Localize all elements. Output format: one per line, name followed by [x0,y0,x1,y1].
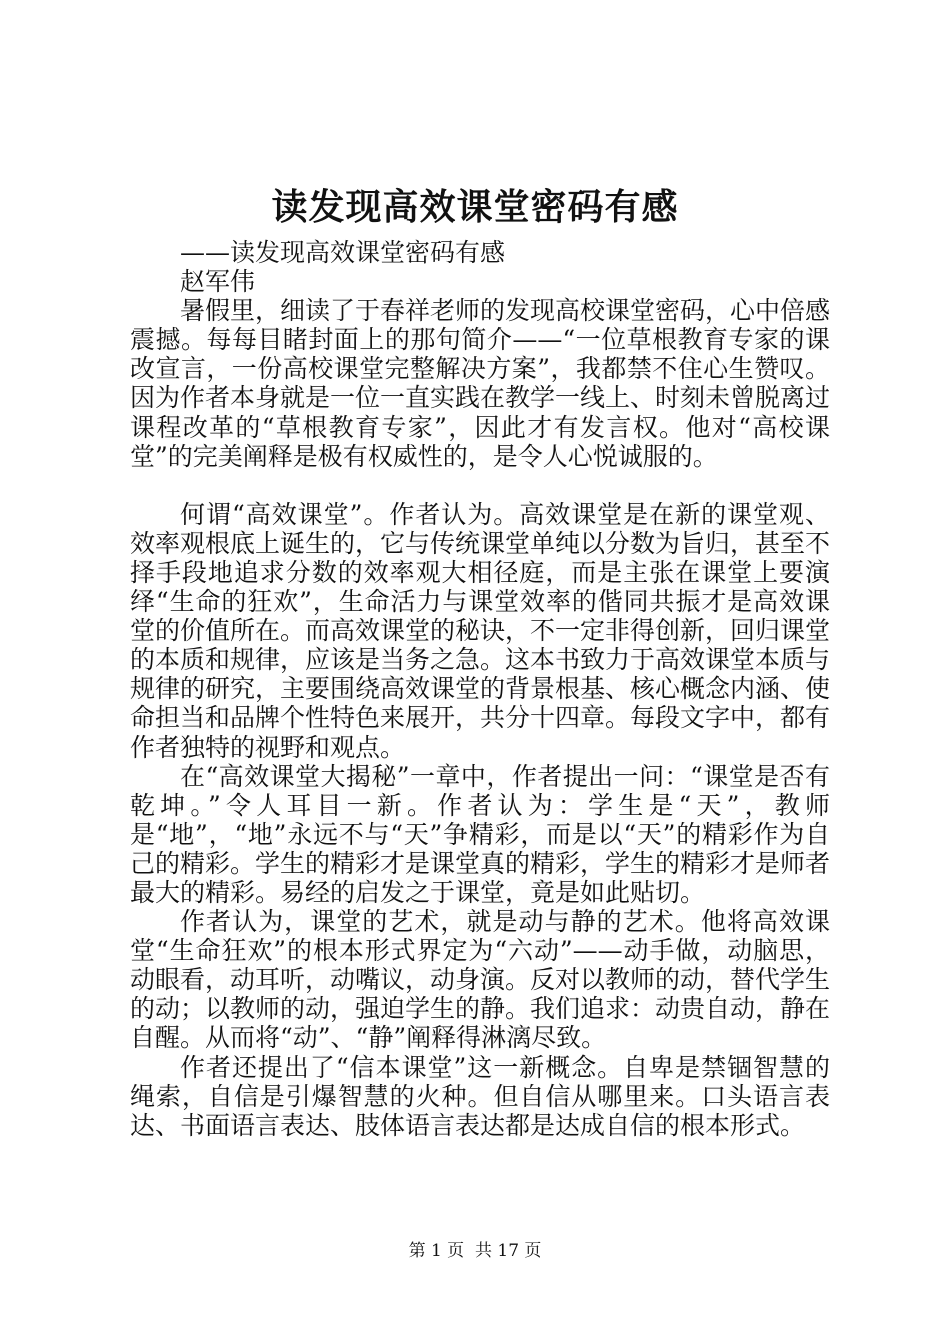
paragraph-4: 作者认为，课堂的艺术，就是动与静的艺术。他将高效课堂“生命狂欢”的根本形式界定为“六动”——动手做，动脑思，动眼看，动耳听，动嘴议，动身演。反对以教师的动，替代学生的动；以教师的动，强迫学生的静。我们追求：动贵自动，静在自醒。从而将“动”、“静”阐释得淋漓尽致。 [130,907,831,1053]
subtitle: ——读发现高效课堂密码有感 [180,238,506,267]
document-body [130,238,830,1140]
document-title: 读发现高效课堂密码有感 [271,186,679,228]
paragraph-2: 何谓“高效课堂”。作者认为。高效课堂是在新的课堂观、效率观根底上诞生的，它与传统课堂单纯以分数为旨归，甚至不择手段地追求分数的效率观大相径庭，而是主张在课堂上要演绎“生命的狂欢”，生命活力与课堂效率的偕同共振才是高效课堂的价值所在。而高效课堂的秘诀，不一定非得创新，回归课堂的本质和规律，应该是当务之急。这本书致力于高效课堂本质与规律的研究，主要围绕高效课堂的背景根基、核心概念内涵、使命担当和品牌个性特色来展开，共分十四章。每段文字中，都有作者独特的视野和观点。 [130,499,831,762]
page-footer [0,1240,950,1262]
page-number-label: 第 1 页 共 17 页 [408,1241,542,1261]
paragraph-3: 在“高效课堂大揭秘”一章中，作者提出一问：“课堂是否有乾坤。”令人耳目一新。作者认为：学生是“天”，教师是“地”，“地”永远不与“天”争精彩，而是以“天”的精彩作为自己的精彩。学生的精彩才是课堂真的精彩，学生的精彩才是师者最大的精彩。易经的启发之于课堂，竟是如此贴切。 [130,761,831,907]
author-name: 赵军伟 [180,267,256,297]
paragraph-5: 作者还提出了“信本课堂”这一新概念。自卑是禁锢智慧的绳索，自信是引爆智慧的火种。但自信从哪里来。口头语言表达、书面语言表达、肢体语言表达都是达成自信的根本形式。 [130,1052,830,1140]
paragraph-1: 暑假里，细读了于春祥老师的发现高校课堂密码，心中倍感震撼。每每目睹封面上的那句简介——“一位草根教育专家的课改宣言，一份高校课堂完整解决方案”，我都禁不住心生赞叹。因为作者本身就是一位一直实践在教学一线上、时刻未曾脱离过课程改革的“草根教育专家”，因此才有发言权。他对“高校课堂”的完美阐释是极有权威性的，是令人心悦诚服的。 [130,296,831,471]
